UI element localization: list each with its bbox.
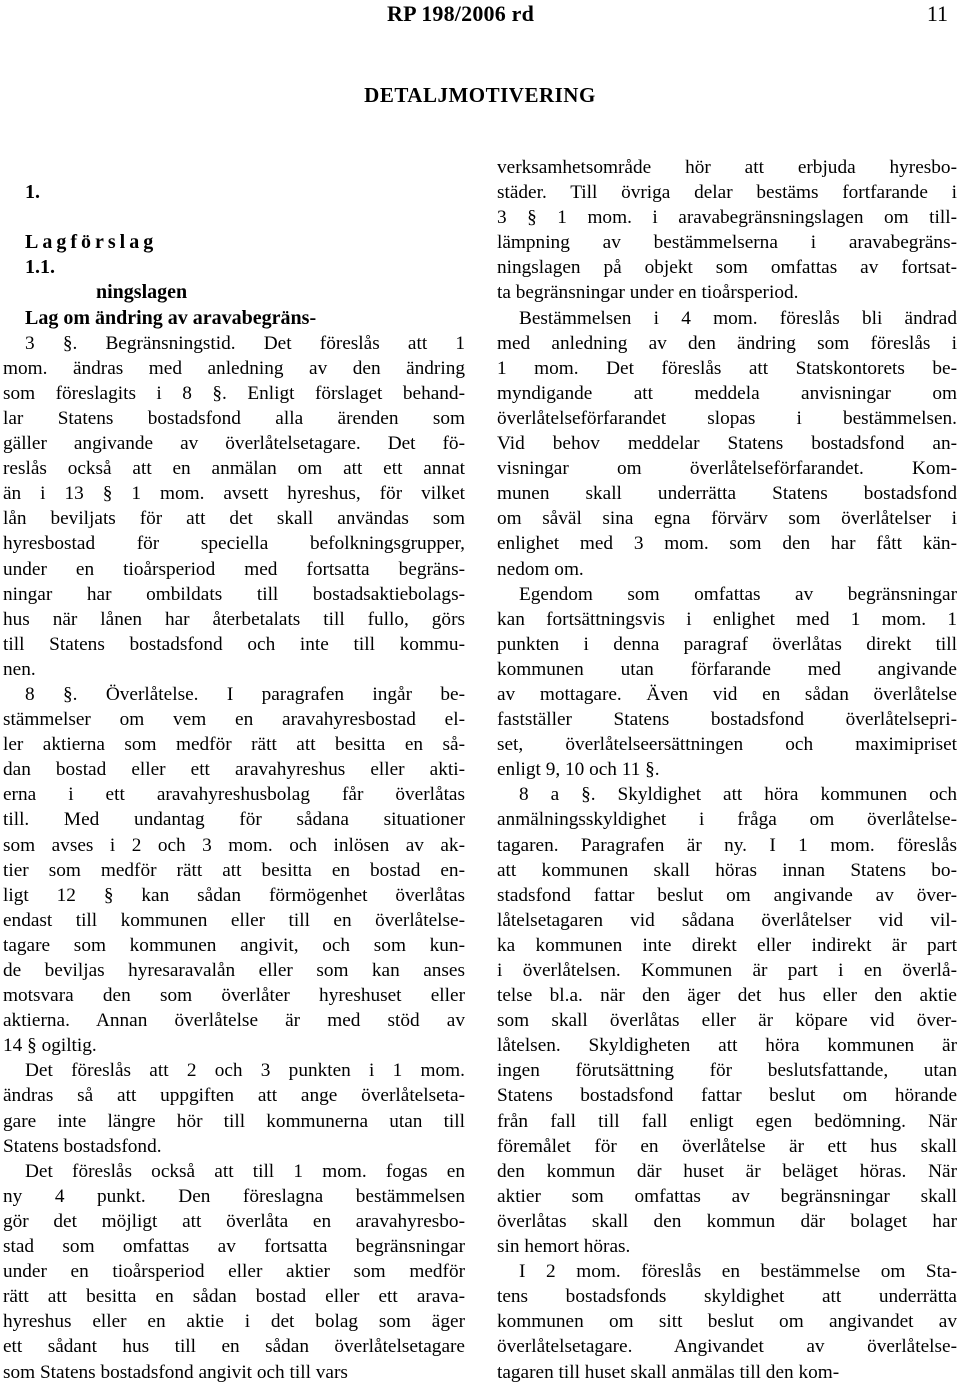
text-line: om såväl sina egna förvärv som överlåtelser i	[497, 508, 957, 530]
text-line: Statens bostadsfond.	[3, 1135, 162, 1157]
text-line: nedom om.	[497, 558, 584, 580]
text-line: som skall överlåtas eller är köpare vid över-	[497, 1010, 957, 1032]
heading-2-line-2: ningslagen	[96, 281, 188, 304]
text-line: gäller angivande av överlåtelsetagare. Det fö-	[3, 433, 465, 455]
text-line: punkten i denna paragraf överlåtas direkt till	[497, 633, 957, 655]
text-line: Det föreslås också att till 1 mom. fogas en	[25, 1160, 465, 1182]
text-line: Det föreslås att 2 och 3 punkten i 1 mom.	[25, 1060, 465, 1082]
text-line: från fall till fall enligt egen bedömning. När	[497, 1110, 957, 1132]
text-line: anmälningsskyldighet i fråga om överlåtelse-	[497, 809, 957, 831]
text-line: lån beviljats för att det skall användas som	[3, 508, 465, 530]
text-line: 8 §. Överlåtelse. I paragrafen ingår be-	[25, 683, 465, 705]
text-line: ändras så att uppgiften att ange överlåtelseta-	[3, 1085, 465, 1107]
text-line: under en tioårsperiod eller aktier som medför	[3, 1261, 465, 1283]
text-line: gare inte längre hör till kommunerna utan till	[3, 1110, 465, 1132]
text-line: verksamhetsområde hör att erbjuda hyresbo-	[497, 157, 957, 178]
section-title: DETALJMOTIVERING	[364, 83, 596, 107]
text-line: ingen förutsättning för beslutsfattande, utan	[497, 1060, 957, 1082]
text-line: motsvara den som överlåter hyreshuset eller	[3, 985, 465, 1007]
text-line: aktierna. Annan överlåtelse är med stöd av	[3, 1010, 465, 1032]
text-line: set, överlåtelseersättningen och maximipriset	[497, 734, 957, 756]
page-header	[0, 0, 960, 30]
text-line: enlighet med 3 mom. som den har fått kän-	[497, 533, 957, 555]
text-line: ningslagen på objekt som omfattas av fortsat-	[497, 257, 957, 279]
text-line: kommunen om sitt beslut om angivandet av	[497, 1311, 957, 1333]
text-line: de beviljas hyresaravalån eller som kan anses	[3, 960, 465, 981]
text-line: i överlåtelsen. Kommunen är part i en överlå-	[497, 960, 957, 981]
text-line: enligt 9, 10 och 11 §.	[497, 759, 660, 781]
text-line: telse bl.a. när den äger det hus eller den aktie	[497, 985, 957, 1007]
text-line: Egendom som omfattas av begränsningar	[519, 583, 957, 605]
text-line: som avses i 2 och 3 mom. och inlösen av ak-	[3, 834, 465, 856]
text-line: än i 13 § 1 mom. avsett hyreshus, för vilket	[3, 483, 465, 505]
text-line: ningar har ombildats till bostadsaktiebolags-	[3, 583, 465, 605]
text-line: mom. ändras med anledning av den ändring	[3, 357, 465, 379]
text-line: tagaren till huset skall anmälas till den kom-	[497, 1361, 840, 1383]
text-line: 1 mom. Det föreslås att Statskontorets be-	[497, 357, 957, 379]
text-line: erna i ett aravahyreshusbolag får överlåtas	[3, 784, 465, 806]
text-line: den kommun där huset är beläget höras. När	[497, 1160, 957, 1182]
text-line: tens bostadsfonds skyldighet att underrätta	[497, 1286, 957, 1308]
text-line: I 2 mom. föreslås en bestämmelse om Sta-	[519, 1261, 957, 1283]
text-line: 3 § 1 mom. i aravabegränsningslagen om till-	[497, 207, 957, 229]
text-line: kommunen utan förfarande med angivande	[497, 658, 957, 680]
text-line: sin hemort höras.	[497, 1236, 631, 1258]
right-column	[497, 155, 957, 1385]
text-line: låtelsen. Skyldigheten att höra kommunen är	[497, 1035, 957, 1057]
text-line: hus när lånen har återbetalats till fullo, görs	[3, 608, 465, 630]
text-line: 14 § ogiltig.	[3, 1035, 97, 1057]
text-line: stämmelser om vem en aravahyresbostad el-	[3, 709, 465, 731]
text-line: till. Med undantag för sådana situationer	[3, 809, 465, 831]
text-line: gör det möjligt att överlåta en aravahyresbo-	[3, 1210, 465, 1232]
text-line: ny 4 punkt. Den föreslagna bestämmelsen	[3, 1185, 465, 1207]
heading-2-number: 1.1.	[25, 256, 55, 279]
left-body-text	[3, 331, 465, 1385]
right-body-text	[497, 155, 957, 1385]
text-line: ler aktierna som medför rätt att besitta en så-	[3, 734, 465, 756]
text-line: lämpning av bestämmelserna i aravabegräns-	[497, 232, 957, 254]
left-column	[3, 155, 465, 1385]
heading-2-line-1: Lag om ändring av aravabegräns-	[25, 306, 317, 329]
text-line: hyresbostad för speciella befolkningsgrupper,	[3, 533, 465, 555]
text-line: ta begränsningar under en tioårsperiod.	[497, 282, 799, 304]
page-number: 11	[926, 1, 948, 26]
text-line: tier som medför rätt att besitta en bostad en-	[3, 859, 465, 881]
text-line: rätt att besitta en sådan bostad eller ett arava-	[3, 1286, 465, 1308]
text-line: dan bostad eller ett aravahyreshus eller akti-	[3, 759, 465, 781]
text-line: Vid behov meddelar Statens bostadsfond an-	[497, 433, 957, 455]
text-line: under en tioårsperiod med fortsatta begräns-	[3, 558, 465, 580]
text-line: ett sådant hus till en sådan överlåtelsetagare	[3, 1336, 465, 1358]
text-line: 3 §. Begränsningstid. Det föreslås att 1	[25, 332, 465, 354]
text-line: fastställer Statens bostadsfond överlåtelsepri-	[497, 709, 957, 731]
text-line: tagaren. Paragrafen är ny. I 1 mom. föreslås	[497, 834, 957, 856]
text-line: överlåtas skall den kommun där bolaget har	[497, 1210, 957, 1232]
text-line: av mottagare. Även vid en sådan överlåtelse	[497, 683, 957, 705]
text-line: visningar om överlåtelseförfarandet. Kom-	[497, 458, 957, 480]
heading-1-number: 1.	[25, 181, 40, 204]
text-line: som föreslagits i 8 §. Enligt förslaget behand-	[3, 382, 465, 404]
text-line: städer. Till övriga delar bestäms fortfarande i	[497, 182, 957, 204]
text-line: föremålet för en överlåtelse är ett hus skall	[497, 1135, 957, 1157]
text-line: aktier som omfattas av begränsningar skall	[497, 1185, 957, 1207]
text-line: som Statens bostadsfond angivit och till vars	[3, 1361, 348, 1383]
heading-1	[3, 155, 465, 254]
document-title: RP 198/2006 rd	[387, 1, 535, 26]
text-line: kan fortsättningsvis i enlighet med 1 mom. 1	[497, 608, 957, 630]
text-line: tagare som kommunen angivit, och som kun-	[3, 934, 465, 956]
text-line: myndigande att meddela anvisningar om	[497, 382, 957, 404]
text-line: hyreshus eller en aktie i det bolag som äger	[3, 1311, 465, 1333]
text-line: låtelsetagaren vid sådana överlåtelser vid vil-	[497, 909, 957, 931]
text-line: endast till kommunen eller till en överlåtelse-	[3, 909, 465, 931]
text-line: stad som omfattas av fortsatta begränsningar	[3, 1236, 465, 1258]
text-line: överlåtelseförfarandet slopas i bestämmelsen.	[497, 407, 957, 429]
text-line: med anledning av den ändring som föreslås i	[497, 332, 957, 354]
text-line: att kommunen skall höras innan Statens bo-	[497, 859, 957, 881]
text-line: reslås också att en anmälan om att ett annat	[3, 458, 465, 480]
heading-2-cont	[3, 255, 465, 304]
text-line: ka kommunen inte direkt eller indirekt är part	[497, 934, 957, 956]
text-line: Bestämmelsen i 4 mom. föreslås bli ändrad	[519, 307, 957, 329]
text-line: 8 a §. Skyldighet att höra kommunen och	[519, 784, 957, 806]
text-line: nen.	[3, 658, 36, 680]
text-line: lar Statens bostadsfond alla ärenden som	[3, 407, 465, 429]
text-line: stadsfond fattar beslut om angivande av över-	[497, 884, 957, 906]
text-line: till Statens bostadsfond och inte till kommu-	[3, 633, 465, 655]
text-line: Statens bostadsfond fattar beslut om hörande	[497, 1085, 957, 1107]
text-line: överlåtelsetagare. Angivandet av överlåtelse-	[497, 1336, 957, 1358]
heading-1-text: Lagförslag	[25, 231, 158, 254]
text-line: ligt 12 § kan sådan förmögenhet överlåtas	[3, 884, 465, 906]
text-line: munen skall underrätta Statens bostadsfond	[497, 483, 957, 505]
